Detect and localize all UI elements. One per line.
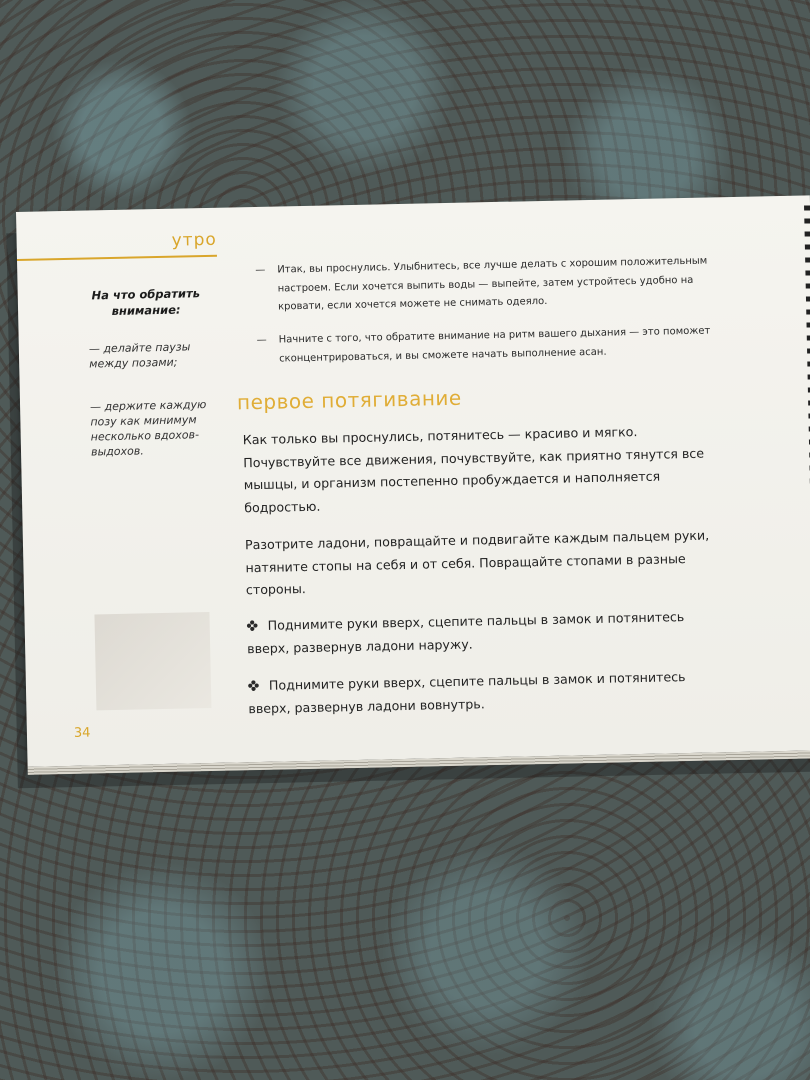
section-title: утро: [171, 229, 217, 251]
faded-photo: [94, 612, 211, 710]
bullet-item: [248, 665, 719, 720]
page-number: 34: [73, 725, 91, 741]
flower-bullet-icon: [247, 620, 258, 631]
intro-text: Начните с того, что обратите внимание на ритм вашего дыхания — это поможет сконцентрироваться, и вы сможете начать выполнение асан.: [278, 325, 711, 365]
intro-paragraph: [256, 322, 735, 369]
body-paragraph: Как только вы проснулись, потянитесь — красиво и мягко. Почувствуйте все движения, почувствуйте, как приятно тянутся все мышцы, и организм постепенно пробуждается и наполняется бодростью.: [242, 424, 705, 516]
intro-text: Итак, вы проснулись. Улыбнитесь, все лучше делать с хорошим положительным настроем. Если хочется выпить воды — выпейте, затем устройтесь удобно на кровати, если хочется можете не снимать одеяло.: [277, 255, 708, 313]
bullet-item: [246, 605, 717, 660]
intro-dash: —: [256, 334, 267, 346]
section-rule: [17, 255, 217, 261]
exercise-heading: первое потягивание: [236, 385, 462, 415]
bullet-text: Поднимите руки вверх, сцепите пальцы в замок и потянитесь вверх, развернув ладони наружу.: [247, 609, 685, 656]
spiral-binding: [804, 205, 810, 725]
sidebar-heading: На что обратить внимание:: [91, 286, 201, 318]
sidebar-tip: — делайте паузы между позами;: [88, 340, 191, 371]
flower-bullet-icon: [248, 680, 259, 691]
intro-paragraph: [255, 252, 733, 317]
bullet-text: Поднимите руки вверх, сцепите пальцы в замок и потянитесь вверх, развернув ладони вовнутрь.: [248, 669, 686, 716]
intro-dash: —: [255, 264, 266, 277]
book-page: [16, 195, 810, 767]
body-paragraph: Разотрите ладони, повращайте и подвигайте каждым пальцем руки, натяните стопы на себя и от себя. Повращайте стопами в разные стороны.: [244, 527, 710, 598]
sidebar-tip: — держите каждую позу как минимум несколько вдохов-выдохов.: [89, 398, 207, 459]
